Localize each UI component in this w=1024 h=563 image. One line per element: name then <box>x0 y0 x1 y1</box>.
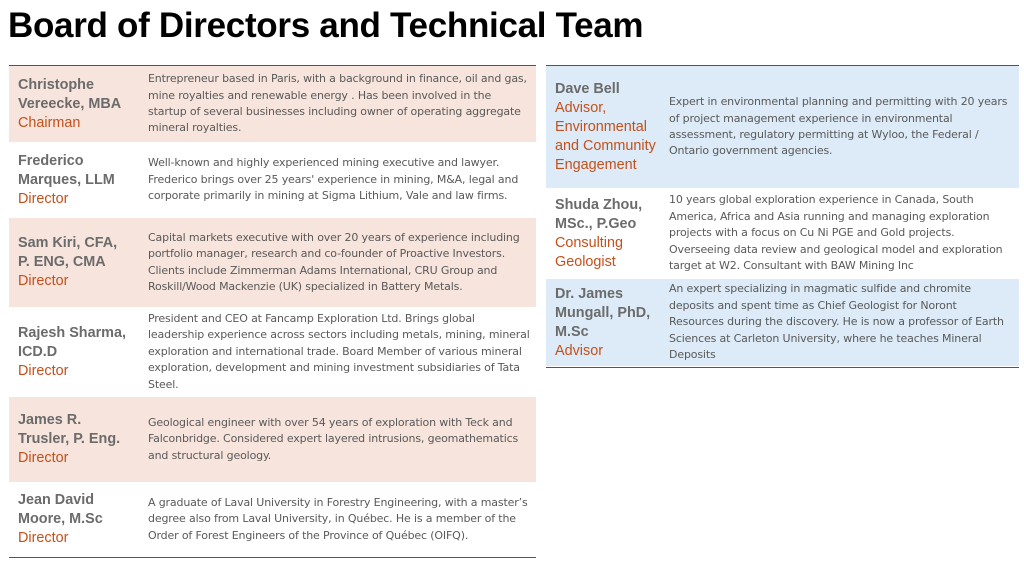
team-member-role: Advisor, Environmental and Community Engagement <box>555 99 656 173</box>
board-member-name: James R. Trusler, P. Eng. <box>18 412 121 447</box>
technical-team-table <box>546 65 1019 368</box>
board-member-description: Well-known and highly experienced mining executive and lawyer. Frederico brings over 25 years' experience in mining, M&A, legal and corporate primarily in mining at Sigma Lithium, Vale and law firms. <box>148 156 519 203</box>
team-member-cell <box>546 196 669 272</box>
board-member-description: Entrepreneur based in Paris, with a background in finance, oil and gas, mine royalties and renewable energy . Has been involved in the startup of several businesses including owner of operating aggregate mineral royalties. <box>148 72 527 135</box>
team-row-dave-bell <box>546 66 1019 189</box>
board-member-role: Director <box>18 362 69 379</box>
team-member-description: Expert in environmental planning and permitting with 20 years of project management experience in environmental assessment, regulatory permitting at Wyloo, the Federal / Ontario government agencies. <box>669 95 1008 158</box>
board-member-cell <box>9 234 148 291</box>
board-member-role: Director <box>18 450 69 466</box>
team-member-role: Advisor <box>555 342 603 359</box>
board-member-name: Frederico Marques, LLM <box>18 152 115 188</box>
board-member-cell <box>9 76 148 133</box>
board-member-description: A graduate of Laval University in Forestry Engineering, with a master’s degree also from Laval University, in Québec. He is a member of the Order of Forest Engineers of the Province of Québec (OIFQ). <box>148 495 528 542</box>
team-row-james-mungall <box>546 279 1019 367</box>
board-member-name: Sam Kiri, CFA, P. ENG, CMA <box>18 235 118 270</box>
board-member-cell <box>9 411 148 468</box>
board-row-james-trusler <box>9 397 536 483</box>
board-member-description: Capital markets executive with over 20 years of experience including portfolio manager, research and co-founder of Proactive Investors. Clients include Zimmerman Adams International, CRU Group and Roskill/Wood Mackenzie (UK) specialized in Battery Metals. <box>148 230 520 293</box>
team-member-name: Dave Bell <box>555 80 620 97</box>
board-member-role: Chairman <box>18 114 81 131</box>
board-member-description: President and CEO at Fancamp Exploration Ltd. Brings global leadership experience across sectors including metals, mining, mineral exploration and international trade. Board Member of various mineral exploration, development and mining investment subsidiaries of Tata Steel. <box>148 311 530 391</box>
board-row-rajesh-sharma <box>9 308 536 397</box>
board-member-name: Jean David Moore, M.Sc <box>18 492 103 527</box>
team-member-name: Shuda Zhou, MSc., P.Geo <box>555 196 643 232</box>
board-member-cell <box>9 324 148 381</box>
team-member-cell <box>546 285 669 361</box>
board-member-cell <box>9 491 148 548</box>
board-row-jean-david-moore <box>9 483 536 557</box>
board-row-christophe-vereecke <box>9 66 536 143</box>
team-member-role: Consulting Geologist <box>555 234 623 270</box>
team-member-name: Dr. James Mungall, PhD, M.Sc <box>555 285 651 340</box>
team-member-cell <box>546 80 669 175</box>
team-member-description: 10 years global exploration experience in Canada, South America, Africa and Asia running and managing exploration projects with a focus on Cu Ni PGE and Gold projects. Overseeing data review and geological model and exploration target at W2. Consultant with BAW Mining Inc <box>669 193 1003 273</box>
board-member-role: Director <box>18 273 69 289</box>
board-member-role: Director <box>18 190 69 207</box>
team-member-description: An expert specializing in magmatic sulfide and chromite deposits and spent time as Chief Geologist for Noront Resources during the discovery. He is now a professor of Earth Sciences at Carleton University, where he teaches Mineral Deposits <box>669 282 1004 362</box>
board-member-name: Christophe Vereecke, MBA <box>18 76 122 112</box>
board-member-name: Rajesh Sharma, ICD.D <box>18 324 126 360</box>
board-member-role: Director <box>18 530 69 546</box>
board-row-frederico-marques <box>9 143 536 218</box>
board-row-sam-kiri <box>9 218 536 308</box>
page-title: Board of Directors and Technical Team <box>8 6 644 45</box>
board-table <box>9 65 536 558</box>
team-row-shuda-zhou <box>546 189 1019 279</box>
board-member-description: Geological engineer with over 54 years of exploration with Teck and Falconbridge. Considered expert layered intrusions, geomathematics and structural geology. <box>148 415 519 462</box>
board-member-cell <box>9 152 148 209</box>
